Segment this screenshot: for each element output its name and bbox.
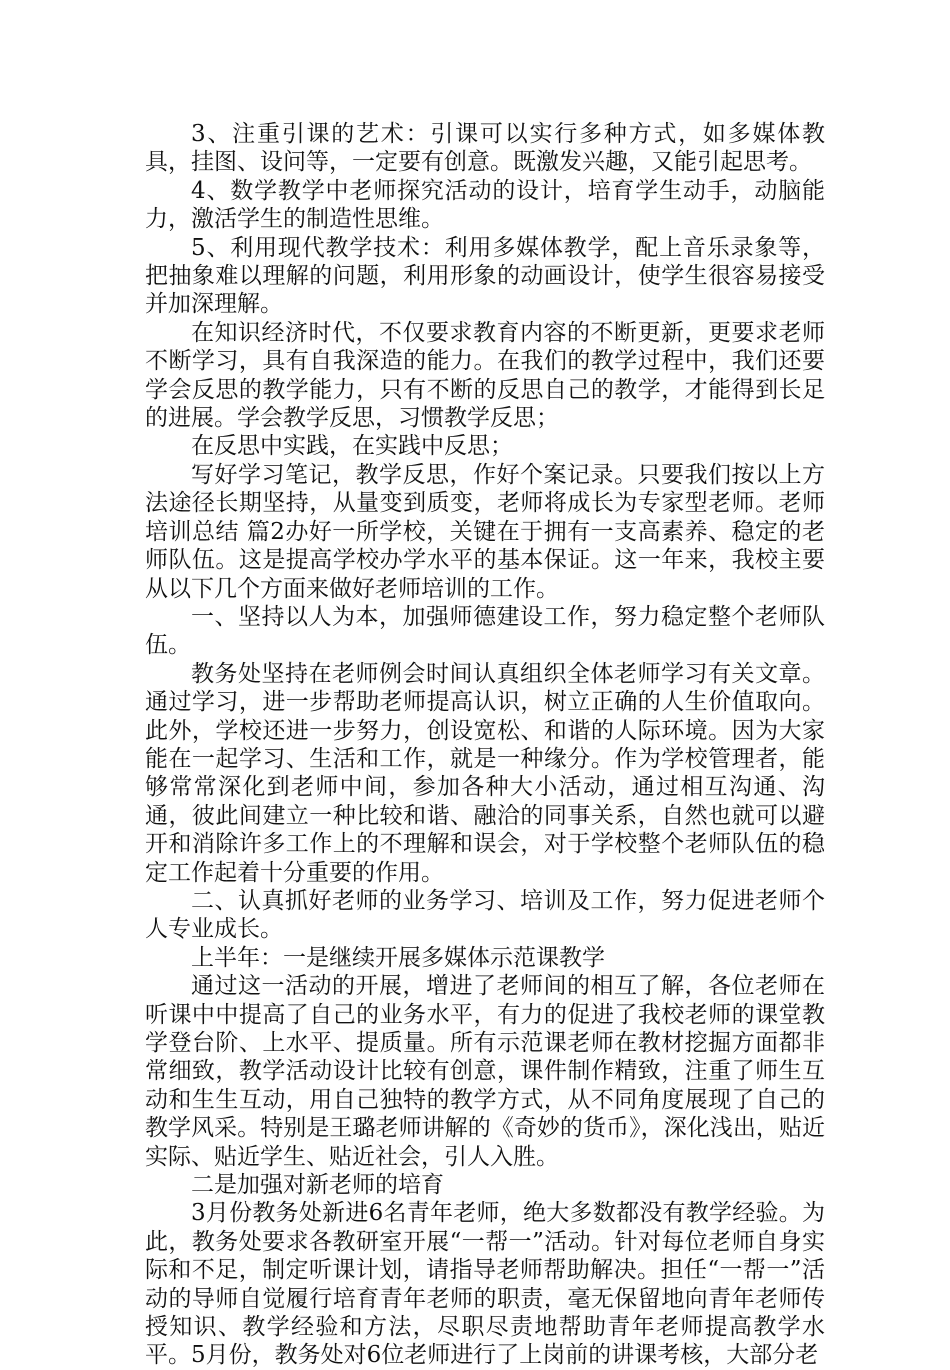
paragraph-modern-tech: 5、利用现代教学技术：利用多媒体教学，配上音乐录象等，把抽象难以理解的问题，利用形象的动画设计，使学生很容易接受并加深理解。: [145, 234, 825, 318]
paragraph-intro-art: 3、注重引课的艺术：引课可以实行多种方式，如多媒体教具，挂图、设问等，一定要有创意。既激发兴趣，又能引起思考。: [145, 121, 825, 176]
heading-section-one: 一、坚持以人为本，加强师德建设工作，努力稳定整个老师队伍。: [145, 603, 825, 659]
paragraph-demo-lessons: 通过这一活动的开展，增进了老师间的相互了解，各位老师在听课中中提高了自己的业务水平，有力的促进了我校老师的课堂教学登台阶、上水平、提质量。所有示范课老师在教材挖掘方面都非常细致，教学活动设计比较有创意，课件制作精致，注重了师生互动和生生互动，用自己独特的教学方式，从不同角度展现了自己的教学风采。特别是王璐老师讲解的《奇妙的货币》，深化浅出，贴近实际、贴近学生、贴近社会，引人入胜。: [145, 973, 825, 1170]
paragraph-mentoring: 3月份教务处新进6名青年老师，绝大多数都没有教学经验。为此，教务处要求各教研室开展“一帮一”活动。针对每位老师自身实际和不足，制定听课计划，请指导老师帮助解决。担任“一帮一”活动的导师自觉履行培育青年老师的职责，毫无保留地向青年老师传授知识、教学经验和方法，尽职尽责地帮助青年老师提高教学水平。5月份，教务处对6位老师进行了上岗前的讲课考核，大部分老: [145, 1200, 825, 1369]
paragraph-reflection-practice: 在反思中实践，在实践中反思；: [191, 433, 513, 460]
heading-section-two: 二、认真抓好老师的业务学习、培训及工作，努力促进老师个人专业成长。: [145, 887, 825, 943]
paragraph-inquiry-design: 4、数学教学中老师探究活动的设计，培育学生动手，动脑能力，激活学生的制造性思维。: [145, 177, 825, 233]
paragraph-study-notes: 写好学习笔记，教学反思，作好个案记录。只要我们按以上方法途径长期坚持，从量变到质变，老师将成长为专家型老师。老师培训总结 篇2办好一所学校，关键在于拥有一支高素养、稳定的老师队伍。这是提高学校办学水平的基本保证。这一年来，我校主要从以下几个方面来做好老师培训的工作。: [145, 461, 825, 602]
paragraph-teacher-meetings: 教务处坚持在老师例会时间认真组织全体老师学习有关文章。通过学习，进一步帮助老师提高认识，树立正确的人生价值取向。此外，学校还进一步努力，创设宽松、和谐的人际环境。因为大家能在一起学习、生活和工作，就是一种缘分。作为学校管理者，能够常常深化到老师中间，参加各种大小活动，通过相互沟通、沟通，彼此间建立一种比较和谐、融洽的同事关系，自然也就可以避开和消除许多工作上的不理解和误会，对于学校整个老师队伍的稳定工作起着十分重要的作用。: [145, 660, 825, 886]
paragraph-new-teachers-heading: 二是加强对新老师的培育: [191, 1172, 444, 1199]
paragraph-knowledge-economy: 在知识经济时代，不仅要求教育内容的不断更新，更要求老师不断学习，具有自我深造的能力。在我们的教学过程中，我们还要学会反思的教学能力，只有不断的反思自己的教学，才能得到长足的进展。学会教学反思，习惯教学反思；: [145, 319, 825, 432]
document-body: [145, 120, 825, 1370]
paragraph-first-half-year: 上半年：一是继续开展多媒体示范课教学: [191, 944, 605, 971]
